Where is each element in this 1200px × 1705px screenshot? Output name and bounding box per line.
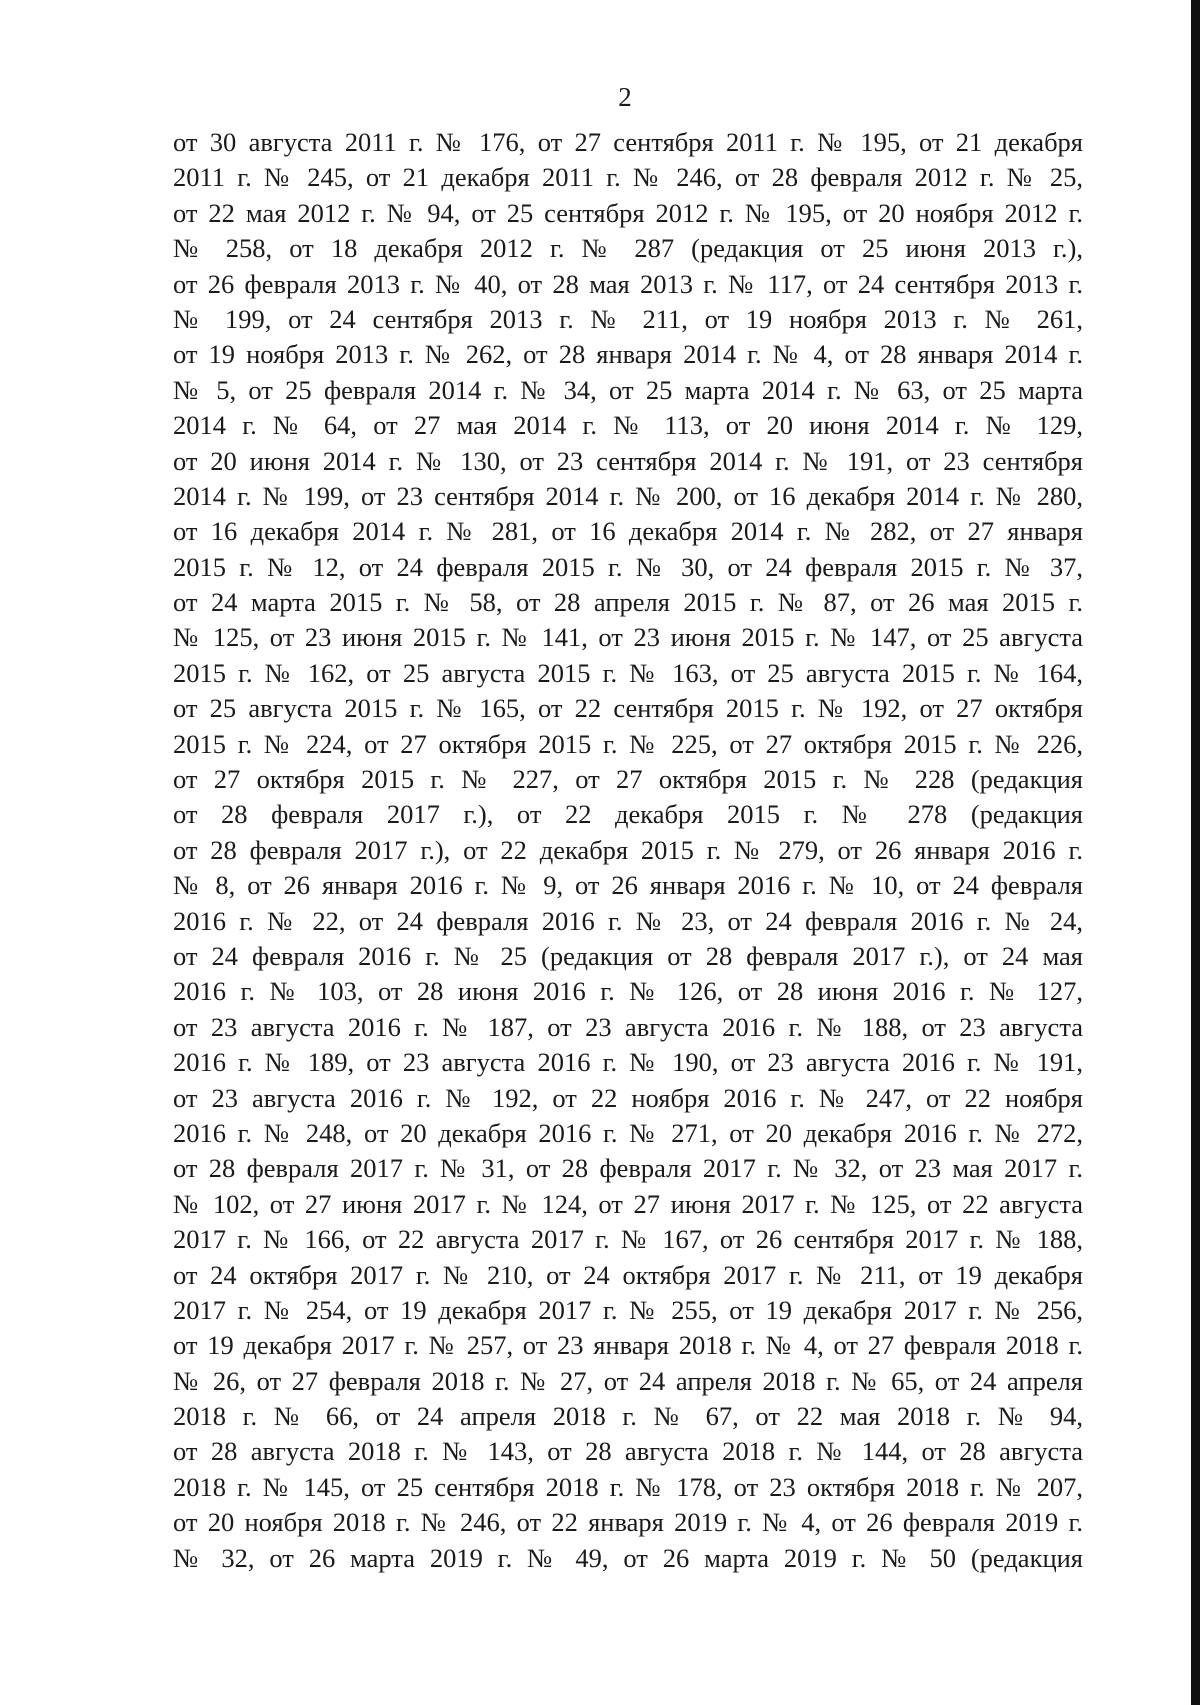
text-line: № 5, от 25 февраля 2014 г. № 34, от 25 марта 2014 г. № 63, от 25 марта — [173, 374, 1083, 405]
text-line: от 26 февраля 2013 г. № 40, от 28 мая 2013 г. № 117, от 24 сентября 2013 г. — [173, 268, 1083, 299]
text-line: от 23 августа 2016 г. № 187, от 23 августа 2016 г. № 188, от 23 августа — [173, 1011, 1083, 1042]
text-line: 2011 г. № 245, от 21 декабря 2011 г. № 246, от 28 февраля 2012 г. № 25, — [173, 162, 1083, 193]
text-line: от 19 декабря 2017 г. № 257, от 23 января 2018 г. № 4, от 27 февраля 2018 г. — [173, 1330, 1083, 1361]
text-line: от 24 февраля 2016 г. № 25 (редакция от 28 февраля 2017 г.), от 24 мая — [173, 940, 1083, 971]
text-line: № 258, от 18 декабря 2012 г. № 287 (редакция от 25 июня 2013 г.), — [173, 233, 1083, 264]
text-line: от 20 июня 2014 г. № 130, от 23 сентября 2014 г. № 191, от 23 сентября — [173, 445, 1083, 476]
text-line: № 32, от 26 марта 2019 г. № 49, от 26 марта 2019 г. № 50 (редакция — [173, 1542, 1083, 1573]
text-line: 2016 г. № 248, от 20 декабря 2016 г. № 271, от 20 декабря 2016 г. № 272, — [173, 1117, 1083, 1148]
page-number: 2 — [618, 82, 632, 112]
text-line: от 28 февраля 2017 г.), от 22 декабря 2015 г. № 279, от 26 января 2016 г. — [173, 834, 1083, 865]
text-line: № 8, от 26 января 2016 г. № 9, от 26 января 2016 г. № 10, от 24 февраля — [173, 870, 1083, 901]
text-line: 2018 г. № 66, от 24 апреля 2018 г. № 67, от 22 мая 2018 г. № 94, — [173, 1401, 1083, 1432]
text-line: от 23 августа 2016 г. № 192, от 22 ноября 2016 г. № 247, от 22 ноября — [173, 1082, 1083, 1113]
text-line: от 20 ноября 2018 г. № 246, от 22 января 2019 г. № 4, от 26 февраля 2019 г. — [173, 1507, 1083, 1538]
text-line: от 19 ноября 2013 г. № 262, от 28 января 2014 г. № 4, от 28 января 2014 г. — [173, 339, 1083, 370]
scan-edge-border — [1191, 0, 1200, 1705]
text-line: 2015 г. № 224, от 27 октября 2015 г. № 225, от 27 октября 2015 г. № 226, — [173, 728, 1083, 759]
text-line: 2016 г. № 103, от 28 июня 2016 г. № 126, от 28 июня 2016 г. № 127, — [173, 976, 1083, 1007]
text-line: от 28 августа 2018 г. № 143, от 28 августа 2018 г. № 144, от 28 августа — [173, 1436, 1083, 1467]
text-line: от 24 марта 2015 г. № 58, от 28 апреля 2015 г. № 87, от 26 мая 2015 г. — [173, 587, 1083, 618]
text-line: № 102, от 27 июня 2017 г. № 124, от 27 июня 2017 г. № 125, от 22 августа — [173, 1188, 1083, 1219]
text-line: от 16 декабря 2014 г. № 281, от 16 декабря 2014 г. № 282, от 27 января — [173, 516, 1083, 547]
text-line: № 199, от 24 сентября 2013 г. № 211, от 19 ноября 2013 г. № 261, — [173, 303, 1083, 334]
text-line: от 22 мая 2012 г. № 94, от 25 сентября 2012 г. № 195, от 20 ноября 2012 г. — [173, 197, 1083, 228]
text-line: 2016 г. № 189, от 23 августа 2016 г. № 190, от 23 августа 2016 г. № 191, — [173, 1047, 1083, 1078]
text-line: от 30 августа 2011 г. № 176, от 27 сентября 2011 г. № 195, от 21 декабря — [173, 127, 1083, 157]
text-line: от 28 февраля 2017 г.), от 22 декабря 2015 г. № 278 (редакция — [173, 799, 1083, 830]
text-line: 2018 г. № 145, от 25 сентября 2018 г. № 178, от 23 октября 2018 г. № 207, — [173, 1471, 1083, 1502]
text-line: 2014 г. № 199, от 23 сентября 2014 г. № 200, от 16 декабря 2014 г. № 280, — [173, 480, 1083, 511]
text-line: № 125, от 23 июня 2015 г. № 141, от 23 июня 2015 г. № 147, от 25 августа — [173, 622, 1083, 653]
text-line: № 26, от 27 февраля 2018 г. № 27, от 24 апреля 2018 г. № 65, от 24 апреля — [173, 1365, 1083, 1396]
text-line: от 28 февраля 2017 г. № 31, от 28 февраля 2017 г. № 32, от 23 мая 2017 г. — [173, 1153, 1083, 1184]
text-line: от 25 августа 2015 г. № 165, от 22 сентября 2015 г. № 192, от 27 октября — [173, 693, 1083, 724]
text-line: 2017 г. № 166, от 22 августа 2017 г. № 167, от 26 сентября 2017 г. № 188, — [173, 1224, 1083, 1255]
text-line: от 24 октября 2017 г. № 210, от 24 октября 2017 г. № 211, от 19 декабря — [173, 1259, 1083, 1290]
text-line: 2015 г. № 12, от 24 февраля 2015 г. № 30, от 24 февраля 2015 г. № 37, — [173, 551, 1083, 582]
text-line: 2015 г. № 162, от 25 августа 2015 г. № 163, от 25 августа 2015 г. № 164, — [173, 657, 1083, 688]
text-line: от 27 октября 2015 г. № 227, от 27 октября 2015 г. № 228 (редакция — [173, 764, 1083, 795]
text-line: 2017 г. № 254, от 19 декабря 2017 г. № 255, от 19 декабря 2017 г. № 256, — [173, 1294, 1083, 1325]
document-body — [173, 125, 1083, 1576]
text-line: 2016 г. № 22, от 24 февраля 2016 г. № 23, от 24 февраля 2016 г. № 24, — [173, 905, 1083, 936]
text-line: 2014 г. № 64, от 27 мая 2014 г. № 113, от 20 июня 2014 г. № 129, — [173, 410, 1083, 441]
